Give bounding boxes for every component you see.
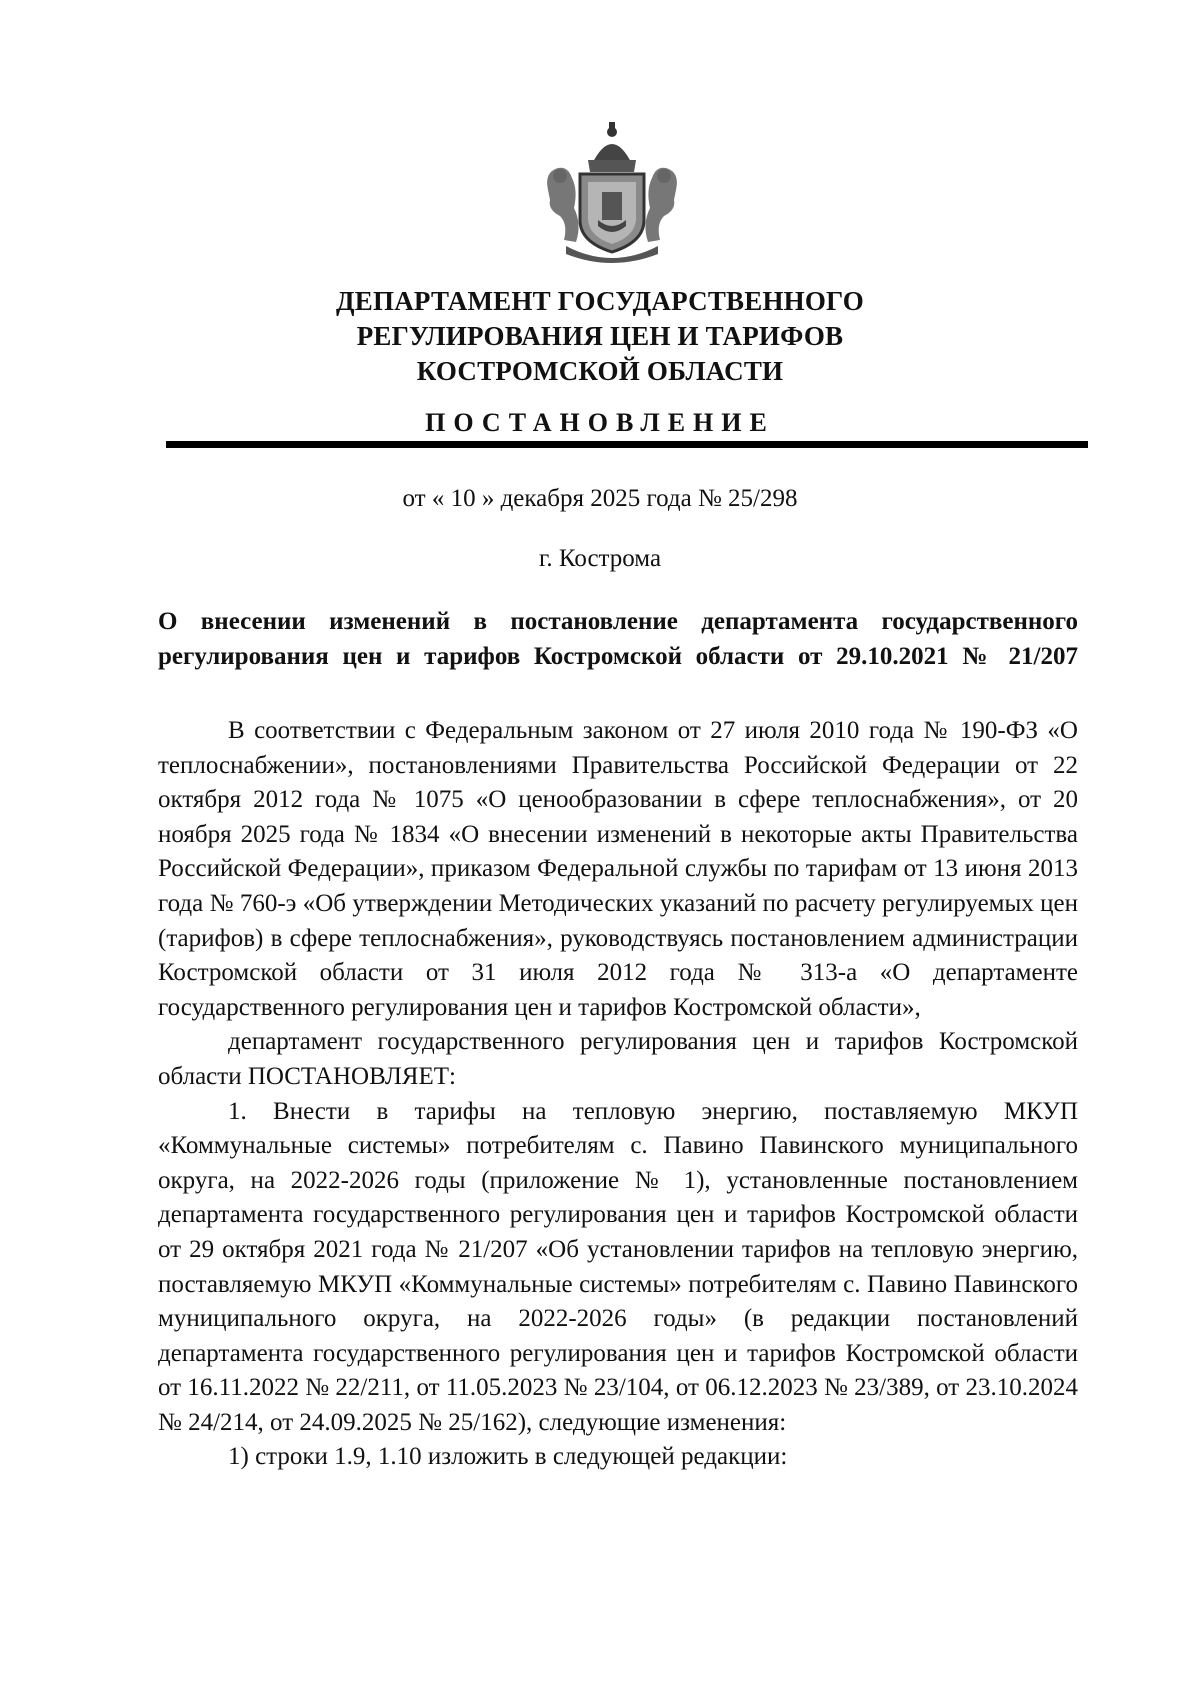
document-type-title: ПОСТАНОВЛЕНИЕ [425,408,775,437]
document-body [158,714,1078,1475]
header-divider [166,441,1088,448]
org-name-line: РЕГУЛИРОВАНИЯ ЦЕН И ТАРИФОВ [356,321,844,351]
organization-name [150,284,1050,389]
subject-line: регулирования цен и тарифов Костромской области от 29.10.2021 № 21/207 [158,643,1078,670]
body-paragraph: В соответствии с Федеральным законом от 27 июля 2010 года № 190-ФЗ «О теплоснабжении», постановлениями Правительства Российской Федерации от 22 октября 2012 года № 1075 «О ценообразовании в сфере теплоснабжения», от 20 ноября 2025 года № 1834 «О внесении изменений в некоторые акты Правительства Российской Федерации», приказом Федеральной службы по тарифам от 13 июня 2013 года № 760-э «Об утверждении Методических указаний по расчету регулируемых цен (тарифов) в сфере теплоснабжения», руководствуясь постановлением администрации Костромской области от 31 июля 2012 года № 313-а «О департаменте государственного регулирования цен и тарифов Костромской области», [158,717,1078,1021]
org-name-line: ДЕПАРТАМЕНТ ГОСУДАРСТВЕННОГО [336,286,864,316]
document-city: г. Кострома [538,545,662,572]
body-paragraph: 1) строки 1.9, 1.10 изложить в следующей редакции: [228,1443,788,1471]
document-subject [158,604,1078,674]
body-paragraph: 1. Внести в тарифы на тепловую энергию, поставляемую МКУП «Коммунальные системы» потребителям с. Павино Павинского муниципального округа, на 2022-2026 годы (приложение № 1), установленные постановлением департамента государственного регулирования цен и тарифов Костромской области от 29 октября 2021 года № 21/207 «Об установлении тарифов на тепловую энергию, поставляемую МКУП «Коммунальные системы» потребителям с. Павино Павинского муниципального округа, на 2022-2026 годы» (в редакции постановлений департамента государственного регулирования цен и тарифов Костромской области от 16.11.2022 № 22/211, от 11.05.2023 № 23/104, от 06.12.2023 № 23/389, от 23.10.2024 № 24/214, от 24.09.2025 № 25/162), следующие изменения: [158,1097,1078,1436]
coat-of-arms-icon [538,120,686,270]
document-date-number: от « 10 » декабря 2025 года № 25/298 [402,485,798,512]
body-paragraph: департамент государственного регулирования цен и тарифов Костромской области ПОСТАНОВЛЯЕТ: [158,1028,1078,1090]
subject-line: О внесении изменений в постановление департамента государственного [158,608,1078,635]
org-name-line: КОСТРОМСКОЙ ОБЛАСТИ [416,356,784,386]
